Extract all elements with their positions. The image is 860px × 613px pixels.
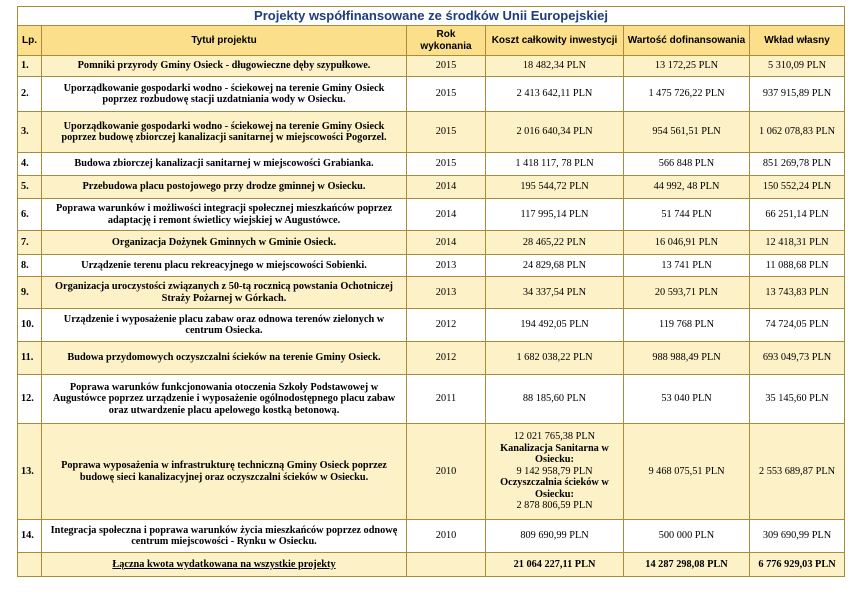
total-row — [18, 553, 845, 577]
header-year — [407, 26, 486, 56]
cell-title: Poprawa warunków funkcjonowania otoczenia Szkoły Podstawowej w Augustówce poprzez urządzenie i wyposażenie ogólnodostępnego placu zabaw oraz utwardzenie placu apelowego kostką betonową. — [42, 375, 407, 424]
header-year-line1: Rok — [436, 28, 456, 40]
cell-lp: 1. — [18, 56, 42, 77]
cell-title: Organizacja uroczystości związanych z 50-tą rocznicą powstania Ochotniczej Straży Pożarnej w Górkach. — [42, 277, 407, 309]
cell-own: 851 269,78 PLN — [750, 153, 845, 176]
cell-year: 2014 — [407, 231, 486, 255]
cell-funding: 988 988,49 PLN — [624, 342, 750, 375]
cell-year: 2015 — [407, 56, 486, 77]
total-own: 6 776 929,03 PLN — [750, 553, 845, 577]
cell-cost: 28 465,22 PLN — [486, 231, 624, 255]
table-row — [18, 231, 845, 255]
cell-lp: 9. — [18, 277, 42, 309]
cell-year: 2014 — [407, 176, 486, 199]
header-title: Tytuł projektu — [42, 26, 407, 56]
cell-cost: 24 829,68 PLN — [486, 255, 624, 277]
cell-funding: 1 475 726,22 PLN — [624, 77, 750, 112]
cell-own: 11 088,68 PLN — [750, 255, 845, 277]
header-total-cost: Koszt całkowity inwestycji — [486, 26, 624, 56]
cell-year: 2010 — [407, 424, 486, 520]
cell-funding: 53 040 PLN — [624, 375, 750, 424]
cell-funding: 500 000 PLN — [624, 520, 750, 553]
table-row — [18, 153, 845, 176]
cell-cost: 2 413 642,11 PLN — [486, 77, 624, 112]
cost-sewer-label: Kanalizacja Sanitarna w Osiecku: — [500, 442, 609, 466]
cell-lp: 4. — [18, 153, 42, 176]
table-row — [18, 56, 845, 77]
table-row — [18, 255, 845, 277]
cell-year: 2015 — [407, 153, 486, 176]
table-row — [18, 520, 845, 553]
cell-own: 74 724,05 PLN — [750, 309, 845, 342]
cell-cost: 195 544,72 PLN — [486, 176, 624, 199]
cost-total-line: 12 021 765,38 PLN — [513, 431, 596, 443]
projects-table-wrapper — [17, 6, 845, 577]
cell-title: Uporządkowanie gospodarki wodno - ściekowej na terenie Gminy Osieck poprzez rozbudowę stacji uzdatniania wody w Osiecku. — [42, 77, 407, 112]
eu-projects-table — [17, 6, 845, 577]
cell-lp: 7. — [18, 231, 42, 255]
cell-funding: 13 741 PLN — [624, 255, 750, 277]
cell-funding: 20 593,71 PLN — [624, 277, 750, 309]
cell-cost: 18 482,34 PLN — [486, 56, 624, 77]
header-funding: Wartość dofinansowania — [624, 26, 750, 56]
cell-lp: 2. — [18, 77, 42, 112]
cell-cost: 88 185,60 PLN — [486, 375, 624, 424]
cell-title: Uporządkowanie gospodarki wodno - ściekowej na terenie Gminy Osieck poprzez budowę zbiorczej kanalizacji sanitarnej w miejscowości Pogorzel. — [42, 112, 407, 153]
cell-funding: 954 561,51 PLN — [624, 112, 750, 153]
table-row — [18, 424, 845, 520]
cell-year: 2015 — [407, 112, 486, 153]
cell-own: 937 915,89 PLN — [750, 77, 845, 112]
cell-own: 66 251,14 PLN — [750, 199, 845, 231]
cell-year: 2011 — [407, 375, 486, 424]
cell-title: Budowa przydomowych oczyszczalni ścieków na terenie Gminy Osieck. — [42, 342, 407, 375]
cell-own: 13 743,83 PLN — [750, 277, 845, 309]
table-row — [18, 199, 845, 231]
table-title: Projekty współfinansowane ze środków Unii Europejskiej — [18, 7, 845, 26]
table-row — [18, 176, 845, 199]
table-row — [18, 309, 845, 342]
table-row — [18, 277, 845, 309]
cell-title: Przebudowa placu postojowego przy drodze gminnej w Osiecku. — [42, 176, 407, 199]
cell-year: 2012 — [407, 309, 486, 342]
cell-lp: 14. — [18, 520, 42, 553]
table-row — [18, 77, 845, 112]
cell-own: 2 553 689,87 PLN — [750, 424, 845, 520]
cell-year-empty — [407, 553, 486, 577]
cell-own: 309 690,99 PLN — [750, 520, 845, 553]
cell-own: 35 145,60 PLN — [750, 375, 845, 424]
header-year-line2: wykonania — [420, 40, 472, 52]
total-label: Łączna kwota wydatkowana na wszystkie projekty — [42, 553, 407, 577]
cell-funding: 566 848 PLN — [624, 153, 750, 176]
cell-cost: 2 016 640,34 PLN — [486, 112, 624, 153]
cell-title: Integracja społeczna i poprawa warunków życia mieszkańców poprzez odnowę centrum miejscowości - Rynku w Osiecku. — [42, 520, 407, 553]
header-lp: Lp. — [18, 26, 42, 56]
cell-title: Urządzenie terenu placu rekreacyjnego w miejscowości Sobienki. — [42, 255, 407, 277]
cost-treatment-value: 2 878 806,59 PLN — [516, 500, 593, 512]
cell-title: Poprawa warunków i możliwości integracji społecznej mieszkańców poprzez adaptację i remont świetlicy wiejskiej w Augustówce. — [42, 199, 407, 231]
cell-lp: 11. — [18, 342, 42, 375]
cell-year: 2013 — [407, 255, 486, 277]
table-row — [18, 112, 845, 153]
cell-funding: 16 046,91 PLN — [624, 231, 750, 255]
cell-lp: 8. — [18, 255, 42, 277]
cell-lp-empty — [18, 553, 42, 577]
cell-cost: 117 995,14 PLN — [486, 199, 624, 231]
cell-lp: 5. — [18, 176, 42, 199]
table-row — [18, 375, 845, 424]
cell-year: 2010 — [407, 520, 486, 553]
table-row — [18, 342, 845, 375]
cell-funding: 51 744 PLN — [624, 199, 750, 231]
cell-funding: 44 992, 48 PLN — [624, 176, 750, 199]
cell-own: 12 418,31 PLN — [750, 231, 845, 255]
cell-cost: 194 492,05 PLN — [486, 309, 624, 342]
cell-title: Poprawa wyposażenia w infrastrukturę techniczną Gminy Osieck poprzez budowę sieci kanalizacyjnej oraz oczyszczalni ścieków w Osiecku. — [42, 424, 407, 520]
cell-own: 693 049,73 PLN — [750, 342, 845, 375]
cell-own: 150 552,24 PLN — [750, 176, 845, 199]
cell-year: 2014 — [407, 199, 486, 231]
cell-lp: 12. — [18, 375, 42, 424]
header-row — [18, 26, 845, 56]
cell-lp: 13. — [18, 424, 42, 520]
cell-cost-breakdown — [486, 424, 624, 520]
cell-cost: 1 418 117, 78 PLN — [486, 153, 624, 176]
header-own: Wkład własny — [750, 26, 845, 56]
cell-lp: 3. — [18, 112, 42, 153]
cell-lp: 6. — [18, 199, 42, 231]
cell-own: 5 310,09 PLN — [750, 56, 845, 77]
cell-cost: 1 682 038,22 PLN — [486, 342, 624, 375]
cell-funding: 13 172,25 PLN — [624, 56, 750, 77]
cost-sewer-value: 9 142 958,79 PLN — [516, 465, 593, 477]
cell-title: Pomniki przyrody Gminy Osieck - długowieczne dęby szypułkowe. — [42, 56, 407, 77]
cell-title: Organizacja Dożynek Gminnych w Gminie Osieck. — [42, 231, 407, 255]
cell-funding: 9 468 075,51 PLN — [624, 424, 750, 520]
cell-own: 1 062 078,83 PLN — [750, 112, 845, 153]
cell-title: Budowa zbiorczej kanalizacji sanitarnej w miejscowości Grabianka. — [42, 153, 407, 176]
cell-year: 2012 — [407, 342, 486, 375]
total-cost: 21 064 227,11 PLN — [486, 553, 624, 577]
cell-year: 2015 — [407, 77, 486, 112]
total-funding: 14 287 298,08 PLN — [624, 553, 750, 577]
cell-funding: 119 768 PLN — [624, 309, 750, 342]
cell-year: 2013 — [407, 277, 486, 309]
cell-cost: 809 690,99 PLN — [486, 520, 624, 553]
cost-treatment-label: Oczyszczalnia ścieków w Osiecku: — [500, 477, 609, 500]
cell-cost: 34 337,54 PLN — [486, 277, 624, 309]
cell-title: Urządzenie i wyposażenie placu zabaw oraz odnowa terenów zielonych w centrum Osiecka. — [42, 309, 407, 342]
cell-lp: 10. — [18, 309, 42, 342]
